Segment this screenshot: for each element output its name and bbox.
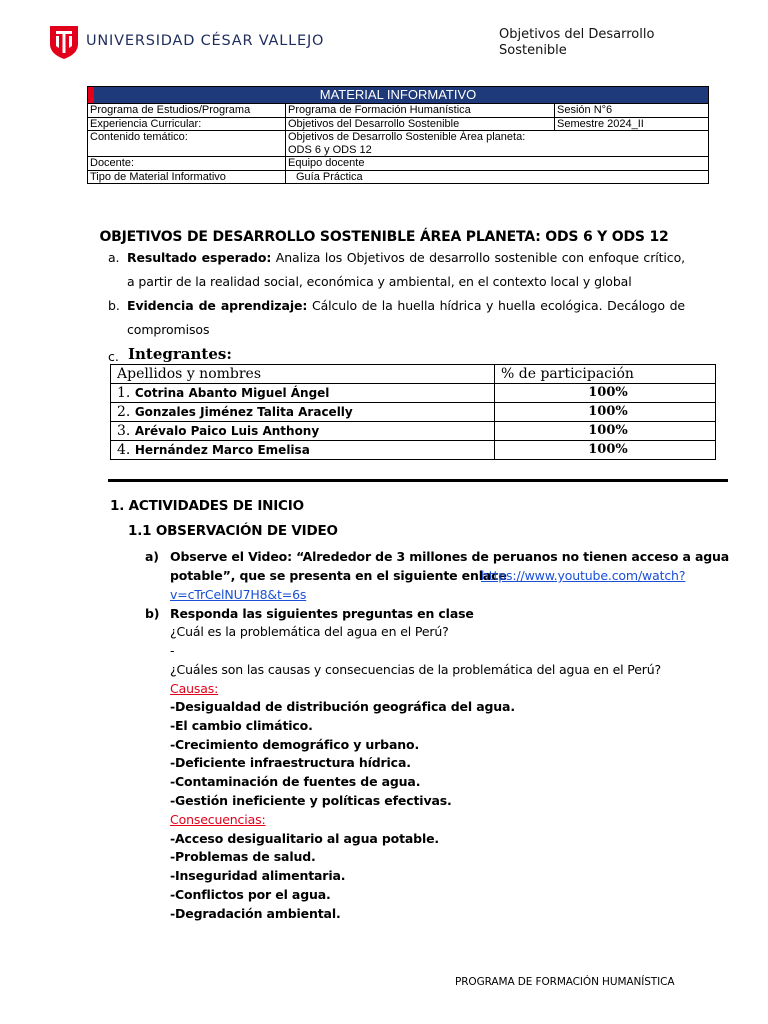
member-name-cell <box>111 441 495 460</box>
questions-title: Responda las siguientes preguntas en clase <box>170 606 474 621</box>
member-name: Arévalo Paico Luis Anthony <box>134 424 320 438</box>
document-title: OBJETIVOS DE DESARROLLO SOSTENIBLE ÁREA PLANETA: ODS 6 Y ODS 12 <box>99 229 669 245</box>
learning-evidence-label: Evidencia de aprendizaje: <box>127 298 308 313</box>
table-row <box>88 131 709 157</box>
expected-result <box>127 246 685 294</box>
question-1: ¿Cuál es la problemática del agua en el Perú? <box>170 624 449 639</box>
row-value-line1: Objetivos de Desarrollo Sostenible Área planeta: <box>288 131 526 143</box>
consequence-item: -Degradación ambiental. <box>170 906 341 921</box>
cause-item: -Deficiente infraestructura hídrica. <box>170 755 411 770</box>
col-header-participation: % de participación <box>495 365 716 384</box>
learning-evidence-text: Cálculo de la huella hídrica y huella ecológica. Decálogo de compromisos <box>127 298 685 337</box>
row-extra: Sesión N°6 <box>555 104 709 118</box>
list-marker: c. <box>108 349 119 364</box>
cause-item: -El cambio climático. <box>170 718 313 733</box>
table-row <box>88 117 709 131</box>
row-label: Tipo de Material Informativo <box>88 170 286 184</box>
member-participation: 100% <box>495 422 716 441</box>
expected-result-label: Resultado esperado: <box>127 250 272 265</box>
cause-item: -Crecimiento demográfico y urbano. <box>170 737 420 752</box>
banner-text: MATERIAL INFORMATIVO <box>319 87 477 102</box>
course-info-table <box>87 86 709 184</box>
cause-item: -Contaminación de fuentes de agua. <box>170 774 421 789</box>
page-footer: PROGRAMA DE FORMACIÓN HUMANÍSTICA <box>455 976 675 988</box>
consequence-item: -Inseguridad alimentaria. <box>170 868 346 883</box>
consequences-label: Consecuencias: <box>170 812 266 827</box>
row-label: Programa de Estudios/Programa <box>88 104 286 118</box>
members-label: Integrantes: <box>128 345 232 363</box>
answer-1: - <box>170 643 175 658</box>
university-logo <box>48 24 325 60</box>
cause-item: -Gestión ineficiente y políticas efectivas. <box>170 793 452 808</box>
list-marker: a) <box>145 549 159 564</box>
members-table <box>110 364 716 460</box>
table-row <box>88 104 709 118</box>
col-header-names: Apellidos y nombres <box>111 365 495 384</box>
row-extra: Semestre 2024_II <box>555 117 709 131</box>
member-number: 3. <box>117 423 131 439</box>
table-row <box>88 170 709 184</box>
section-heading: 1. ACTIVIDADES DE INICIO <box>110 498 304 514</box>
table-row <box>111 441 716 460</box>
university-name: UNIVERSIDAD CÉSAR VALLEJO <box>86 33 325 49</box>
row-label: Contenido temático: <box>88 131 286 157</box>
row-value <box>286 131 709 157</box>
ucv-shield-icon <box>48 24 80 60</box>
video-instruction-line2: potable”, que se presenta en el siguiente enlace <box>170 568 507 583</box>
member-number: 2. <box>117 404 131 420</box>
table-row <box>111 403 716 422</box>
row-value-line2: ODS 6 y ODS 12 <box>288 143 372 156</box>
consequence-item: -Problemas de salud. <box>170 849 316 864</box>
table-banner <box>88 87 709 104</box>
subsection-heading: 1.1 OBSERVACIÓN DE VIDEO <box>128 523 338 539</box>
list-marker: b) <box>145 606 160 621</box>
table-row <box>88 157 709 171</box>
row-value: Equipo docente <box>286 157 709 171</box>
table-row <box>111 422 716 441</box>
expected-result-text: Analiza los Objetivos de desarrollo sostenible con enfoque crítico, a partir de la realidad social, económica y ambiental, en el contexto local y global <box>127 250 685 289</box>
member-name-cell <box>111 422 495 441</box>
member-number: 4. <box>117 442 131 458</box>
cause-item: -Desigualdad de distribución geográfica del agua. <box>170 699 515 714</box>
learning-evidence <box>127 294 685 342</box>
member-number: 1. <box>117 385 131 401</box>
member-participation: 100% <box>495 403 716 422</box>
member-name-cell <box>111 384 495 403</box>
table-header-row <box>111 365 716 384</box>
row-value: Objetivos del Desarrollo Sostenible <box>286 117 555 131</box>
video-link[interactable]: https://www.youtube.com/watch? <box>481 568 686 583</box>
row-label: Docente: <box>88 157 286 171</box>
causes-label: Causas: <box>170 681 219 696</box>
member-participation: 100% <box>495 441 716 460</box>
row-value: Programa de Formación Humanística <box>286 104 555 118</box>
list-marker: b. <box>108 298 120 313</box>
list-marker: a. <box>108 250 120 265</box>
row-label: Experiencia Curricular: <box>88 117 286 131</box>
consequence-item: -Acceso desigualitario al agua potable. <box>170 831 440 846</box>
video-link-continuation[interactable]: v=cTrCelNU7H8&t=6s <box>170 587 307 602</box>
member-name: Gonzales Jiménez Talita Aracelly <box>134 405 353 419</box>
member-participation: 100% <box>495 384 716 403</box>
member-name-cell <box>111 403 495 422</box>
question-2: ¿Cuáles son las causas y consecuencias de la problemática del agua en el Perú? <box>170 662 661 677</box>
horizontal-rule <box>108 479 728 482</box>
video-instruction-line1: Observe el Video: “Alrededor de 3 millones de peruanos no tienen acceso a agua <box>170 549 730 564</box>
consequence-item: -Conflictos por el agua. <box>170 887 331 902</box>
member-name: Hernández Marco Emelisa <box>134 443 310 457</box>
table-row <box>111 384 716 403</box>
member-name: Cotrina Abanto Miguel Ángel <box>134 386 330 400</box>
header-title: Objetivos del Desarrollo Sostenible <box>499 27 655 58</box>
row-value: Guía Práctica <box>286 170 709 184</box>
